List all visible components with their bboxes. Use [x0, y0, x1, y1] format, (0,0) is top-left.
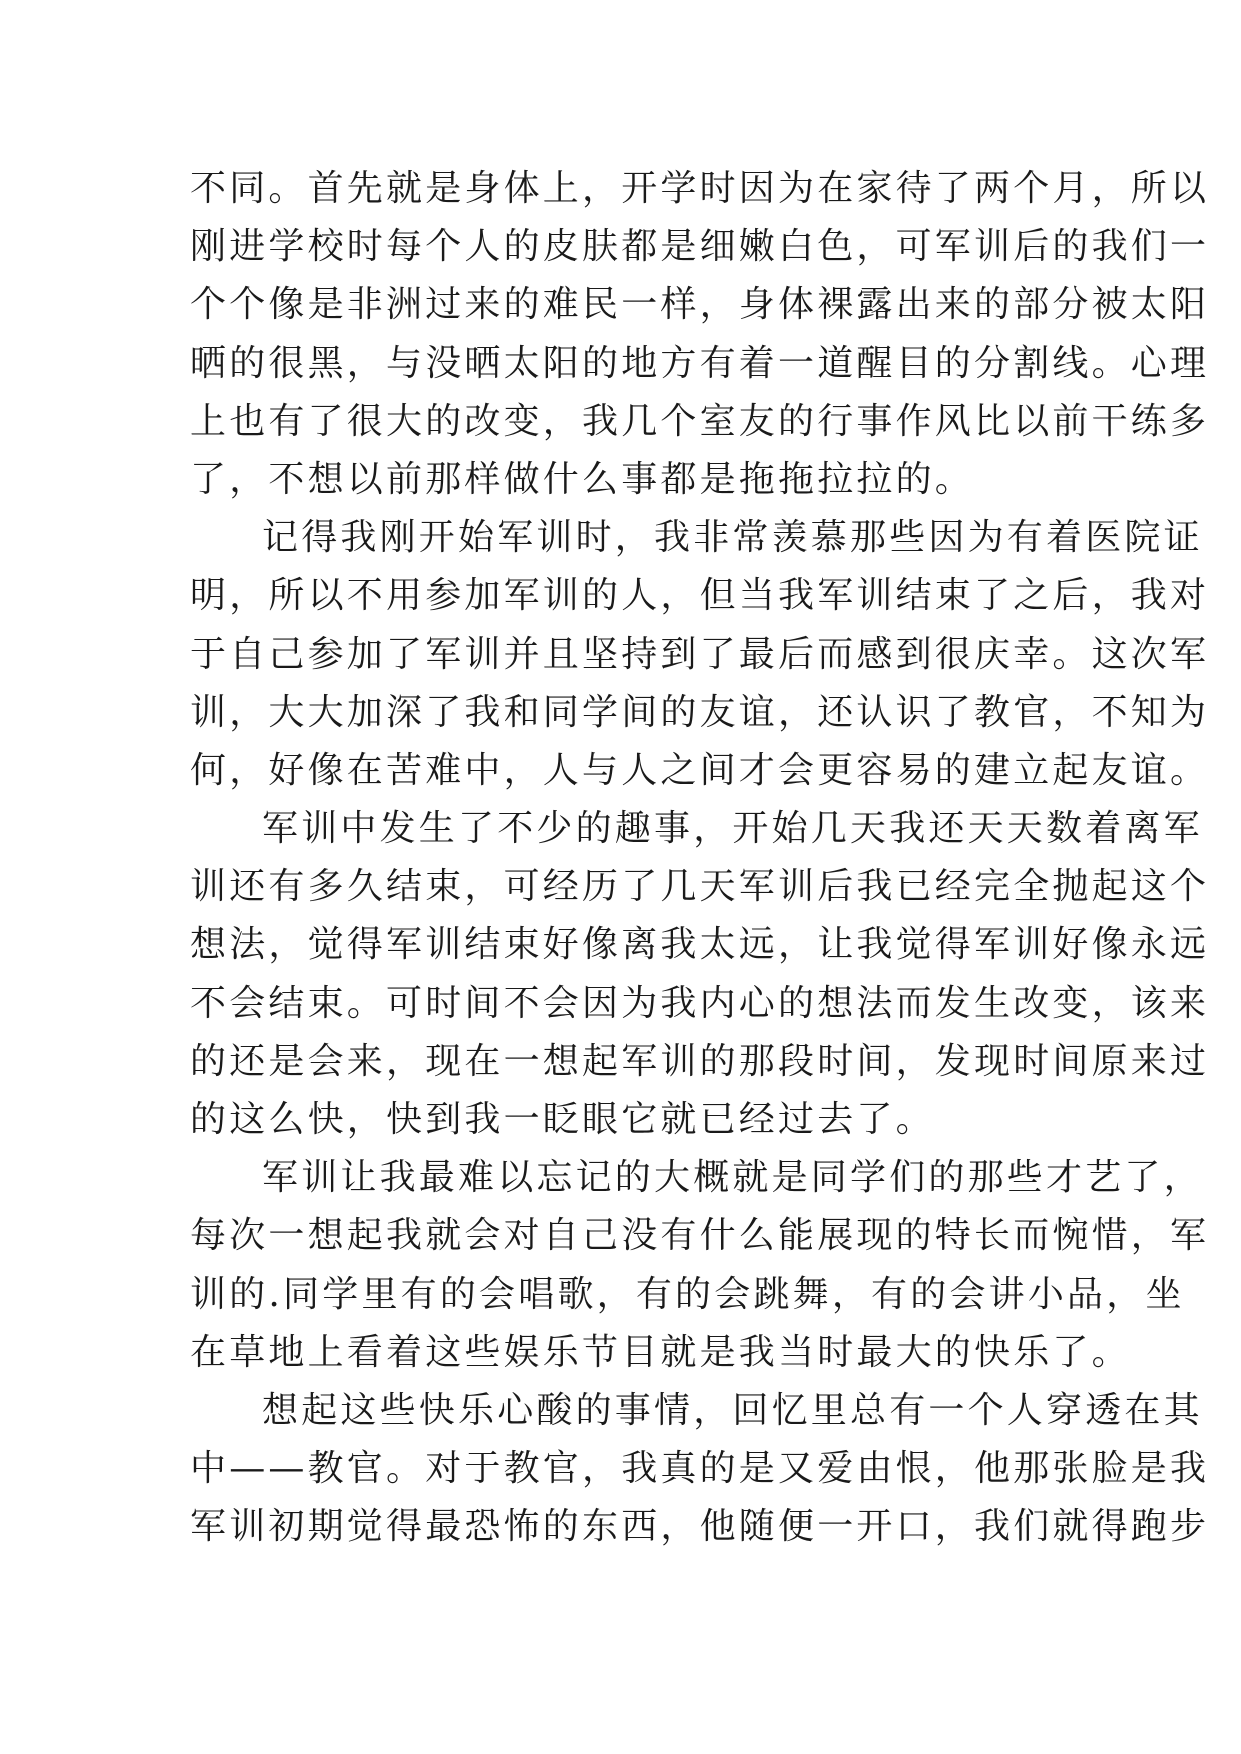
text-line: 何，好像在苦难中，人与人之间才会更容易的建立起友谊。	[190, 749, 1210, 791]
text-line-indented: 想起这些快乐心酸的事情，回忆里总有一个人穿透在其	[262, 1389, 1203, 1431]
text-line: 的还是会来，现在一想起军训的那段时间，发现时间原来过	[190, 1040, 1210, 1082]
text-line: 不同。首先就是身体上，开学时因为在家待了两个月，所以	[190, 168, 1210, 209]
text-line: 中——教官。对于教官，我真的是又爱由恨，他那张脸是我	[190, 1448, 1210, 1490]
text-line: 在草地上看着这些娱乐节目就是我当时最大的快乐了。	[190, 1331, 1131, 1373]
text-line-indented: 军训让我最难以忘记的大概就是同学们的那些才艺了，	[262, 1157, 1203, 1199]
text-line: 每次一想起我就会对自己没有什么能展现的特长而惋惜，军	[190, 1215, 1210, 1257]
text-line: 军训初期觉得最恐怖的东西，他随便一开口，我们就得跑步	[190, 1506, 1210, 1548]
text-line: 了，不想以前那样做什么事都是拖拖拉拉的。	[190, 458, 975, 500]
text-line: 训还有多久结束，可经历了几天军训后我已经完全抛起这个	[190, 866, 1210, 908]
text-line: 训，大大加深了我和同学间的友谊，还认识了教官，不知为	[190, 691, 1210, 733]
text-line: 晒的很黑，与没晒太阳的地方有着一道醒目的分割线。心理	[190, 342, 1210, 384]
text-line-indented: 记得我刚开始军训时，我非常羡慕那些因为有着医院证	[262, 517, 1203, 559]
text-line: 训的.同学里有的会唱歌，有的会跳舞，有的会讲小品，坐	[190, 1273, 1185, 1315]
text-line: 个个像是非洲过来的难民一样，身体裸露出来的部分被太阳	[190, 284, 1210, 326]
text-line: 上也有了很大的改变，我几个室友的行事作风比以前干练多	[190, 400, 1210, 442]
body-text	[190, 160, 1210, 1557]
text-line-indented: 军训中发生了不少的趣事，开始几天我还天天数着离军	[262, 808, 1203, 850]
text-line: 不会结束。可时间不会因为我内心的想法而发生改变，该来	[190, 982, 1210, 1024]
text-line: 刚进学校时每个人的皮肤都是细嫩白色，可军训后的我们一	[190, 226, 1210, 268]
text-line: 想法，觉得军训结束好像离我太远，让我觉得军训好像永远	[190, 924, 1210, 966]
text-line: 明，所以不用参加军训的人，但当我军训结束了之后，我对	[190, 575, 1210, 617]
text-line: 于自己参加了军训并且坚持到了最后而感到很庆幸。这次军	[190, 633, 1210, 675]
text-line: 的这么快，快到我一眨眼它就已经过去了。	[190, 1099, 935, 1140]
